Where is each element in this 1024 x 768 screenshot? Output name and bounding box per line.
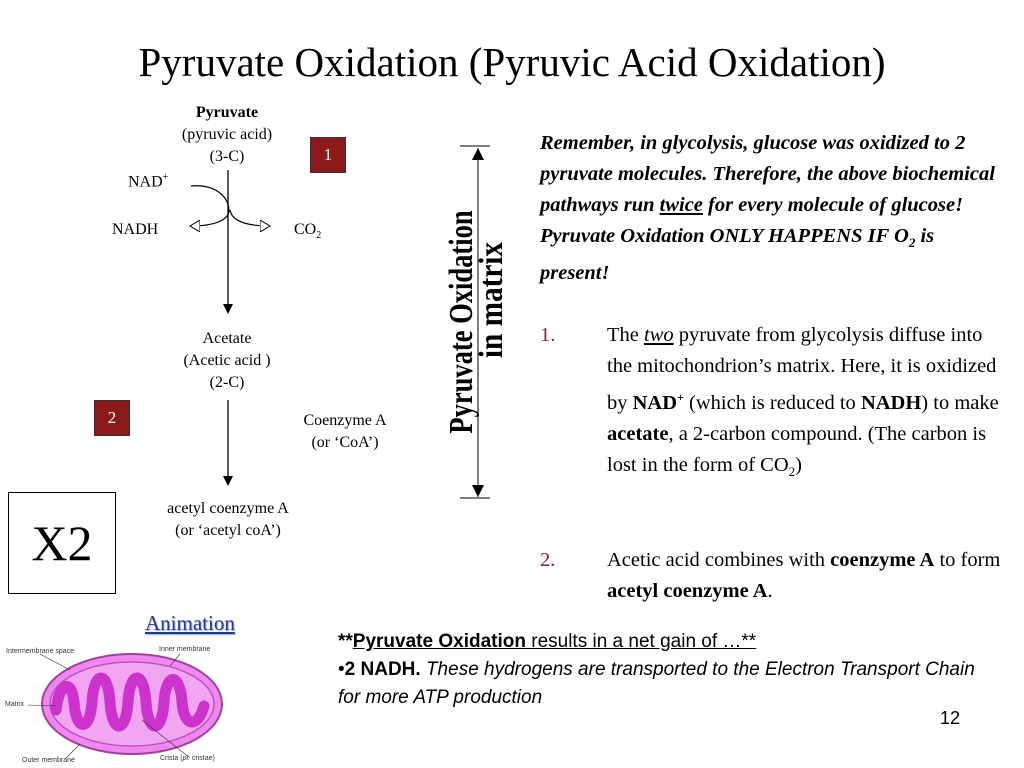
summary-line-2: •2 NADH. These hydrogens are transported to the Electron Transport Chain for more ATP production bbox=[338, 659, 975, 708]
animation-link[interactable]: Animation bbox=[145, 611, 235, 635]
pyruvate-alt-name: (pyruvic acid) bbox=[181, 126, 273, 143]
summary-line-1: **Pyruvate Oxidation results in a net gain of …** bbox=[338, 631, 757, 652]
matrix-label: Matrix bbox=[5, 701, 25, 708]
acetate-label bbox=[150, 328, 304, 394]
twice-emphasis: twice bbox=[659, 194, 703, 216]
co2-label: $CO_2$ bbox=[294, 221, 322, 242]
nad-plus-label: NAD+ bbox=[128, 172, 169, 191]
nad-to-nadh-arrow bbox=[190, 186, 229, 226]
pyruvate-carbons: (3-C) bbox=[209, 148, 245, 165]
mitochondrion-illustration bbox=[0, 640, 330, 768]
acetyl-coa-label: acetyl coenzyme A (or ‘acetyl coA’) bbox=[167, 500, 289, 539]
vertical-label-pyruvate-oxidation: Pyruvate Oxidation bbox=[443, 210, 480, 434]
step-1-badge: 1 bbox=[310, 137, 346, 173]
crista-label: Crista (pl. cristae) bbox=[160, 755, 215, 762]
acetate-carbons: (2-C) bbox=[209, 374, 245, 391]
co2-release-arrow bbox=[230, 210, 270, 226]
acetate-name: Acetate bbox=[202, 330, 252, 347]
step-2-badge: 2 bbox=[94, 400, 130, 436]
nadh-label: NADH bbox=[112, 221, 159, 238]
list-number-1: 1. bbox=[540, 324, 556, 346]
list-item-1: The two pyruvate from glycolysis diffuse into the mitochondrion’s matrix. Here, it is oxidized by NAD+ (which is reduced to NADH) to make acetate, a 2-carbon compound. (The carbon is lost in the form of $CO_2$) bbox=[607, 324, 999, 479]
acetate-alt-name: (Acetic acid ) bbox=[183, 352, 271, 369]
pyruvate-name: Pyruvate bbox=[195, 104, 259, 121]
summary-text bbox=[338, 628, 978, 712]
list-number-2: 2. bbox=[540, 549, 556, 571]
inner-membrane-label: Inner membrane bbox=[159, 646, 211, 653]
outer-membrane-label: Outer membrane bbox=[22, 757, 75, 764]
times-two-box: X2 bbox=[8, 492, 116, 594]
vertical-label-in-matrix: in matrix bbox=[473, 241, 510, 359]
reminder-note: Remember, in glycolysis, glucose was oxidized to 2 pyruvate molecules. Therefore, the above biochemical pathways run twice for every molecule of glucose! Pyruvate Oxidation ONLY HAPPENS IF $O_2$ is present! bbox=[540, 132, 995, 285]
slide-title: Pyruvate Oxidation (Pyruvic Acid Oxidation) bbox=[138, 39, 886, 85]
coenzyme-a-label: Coenzyme A (or ‘CoA’) bbox=[303, 412, 387, 451]
intermembrane-space-label: Intermembrane space bbox=[6, 648, 75, 655]
list-item-2: Acetic acid combines with coenzyme A to form acetyl coenzyme A. bbox=[607, 549, 1001, 602]
page-number: 12 bbox=[940, 708, 961, 728]
